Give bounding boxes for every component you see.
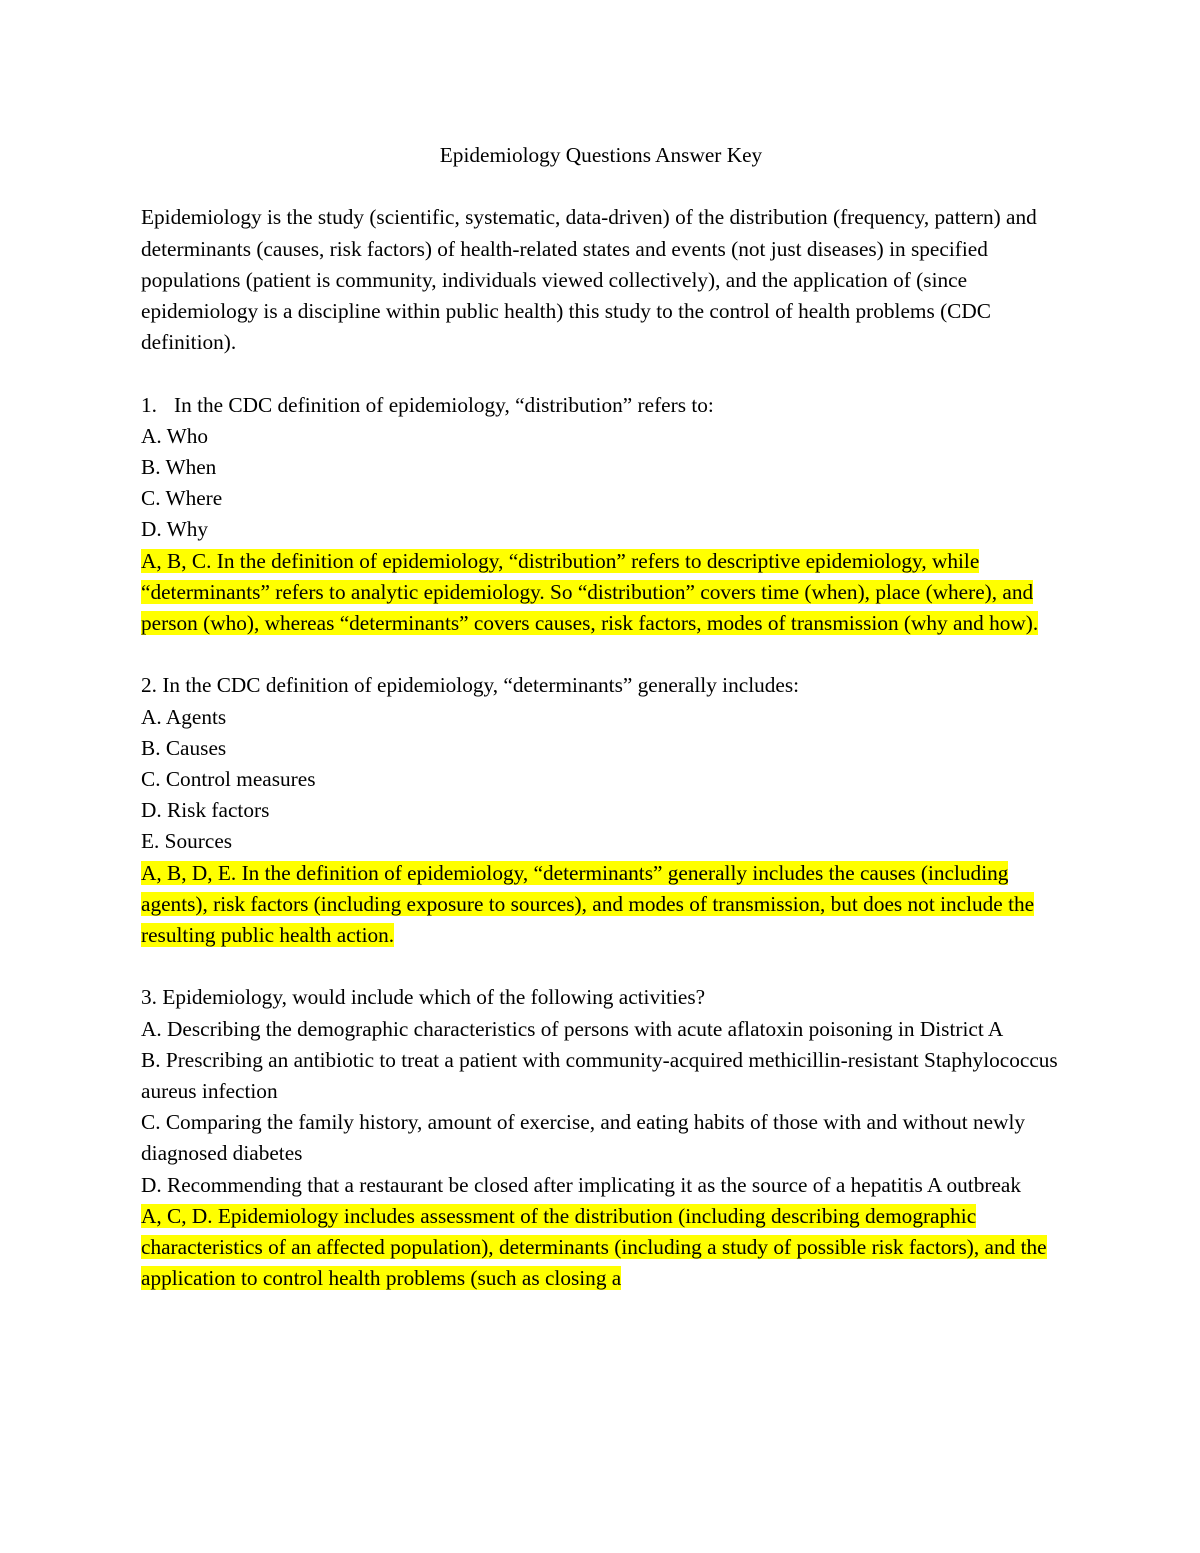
answer-text [141,858,1061,952]
highlighted-answer: A, C, D. Epidemiology includes assessment of the distribution (including describing demographic characteristics of an affected population), determinants (including a study of possible risk factors), and the application to control health problems (such as closing a [141,1203,1047,1291]
option-d: D. Risk factors [141,798,270,823]
answer-text [141,546,1061,640]
option-a: A. Agents [141,704,227,729]
intro-paragraph: Epidemiology is the study (scientific, systematic, data-driven) of the distribution (frequency, pattern) and determinants (causes, risk factors) of health-related states and events (not just diseases) in specified populations (patient is community, individuals viewed collectively), and the application of (since epidemiology is a discipline within public health) this study to the control of health problems (CDC definition). [141,205,1037,355]
question-text: In the CDC definition of epidemiology, “distribution” refers to: [174,392,714,417]
option-a: A. Who [141,423,209,448]
document-content [141,140,1061,1326]
option-c: C. Where [141,486,223,511]
question-text: Epidemiology, would include which of the following activities? [162,985,706,1010]
option-b: B. When [141,455,217,479]
highlighted-answer: A, B, D, E. In the definition of epidemiology, “determinants” generally includes the causes (including agents), risk factors (including exposure to sources), and modes of transmission, but does not include the resulting public health action. [141,860,1035,948]
highlighted-answer: A, B, C. In the definition of epidemiology, “distribution” refers to descriptive epidemiology, while “determinants” refers to analytic epidemiology. So “distribution” covers time (when), place (where), and person (who), whereas “determinants” covers causes, risk factors, modes of transmission (why and how). [141,548,1039,636]
option-b: B. Prescribing an antibiotic to treat a patient with community-acquired methicillin-resistant Staphylococcus aureus infection [141,1047,1058,1104]
question-prompt [141,390,1061,421]
question-prompt [141,982,1061,1013]
answer-text [141,1201,1061,1295]
question-text: In the CDC definition of epidemiology, “determinants” generally includes: [162,673,800,698]
option-d: D. Recommending that a restaurant be closed after implicating it as the source of a hepatitis A outbreak [141,1172,1021,1197]
question-1 [141,390,1061,640]
option-c: C. Control measures [141,767,316,792]
option-b: B. Causes [141,735,227,760]
question-number: 2. [141,673,157,698]
question-prompt [141,670,1061,701]
question-number: 1. [141,392,157,417]
option-c: C. Comparing the family history, amount of exercise, and eating habits of those with and without newly diagnosed diabetes [141,1110,1026,1166]
question-2 [141,670,1061,951]
question-3 [141,982,1061,1294]
option-a: A. Describing the demographic characteristics of persons with acute aflatoxin poisoning in District A [141,1016,1004,1041]
question-number: 3. [141,985,157,1010]
option-d: D. Why [141,517,209,542]
document-title: Epidemiology Questions Answer Key [439,143,763,167]
option-e: E. Sources [141,829,233,854]
